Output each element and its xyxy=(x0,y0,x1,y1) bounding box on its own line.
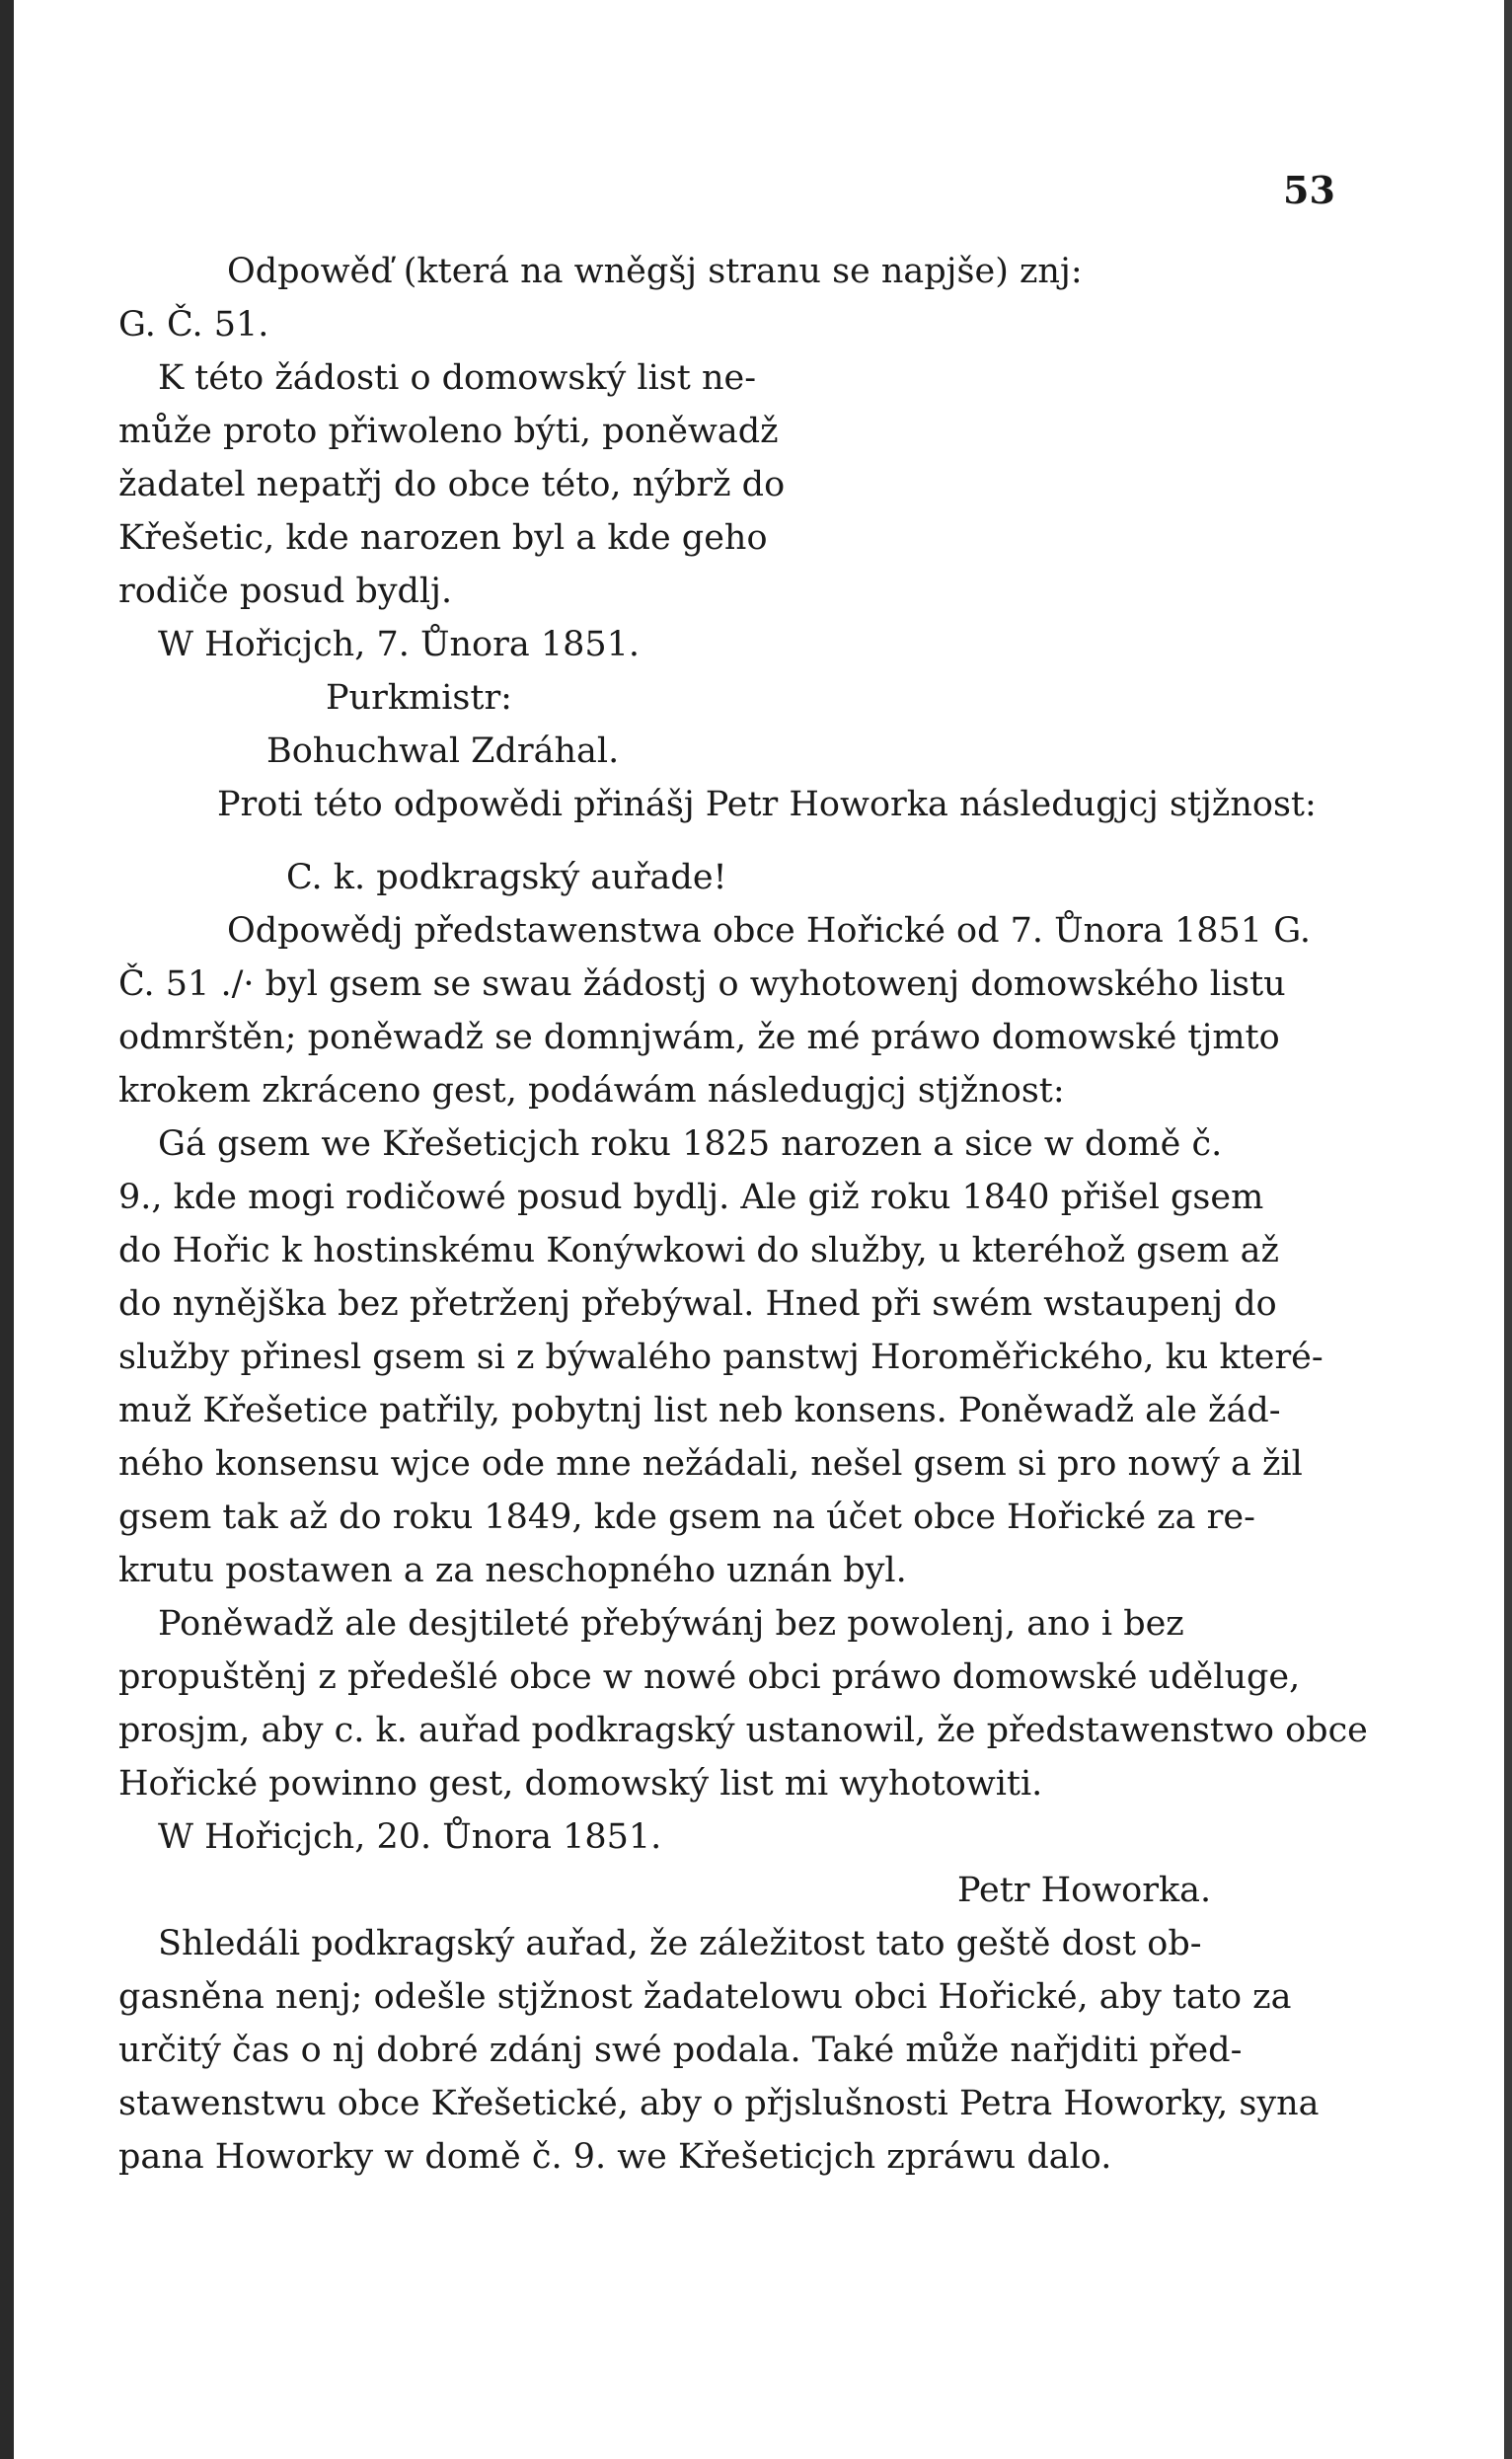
text-line: odmrštěn; poněwadž se domnjwám, že mé práwo domowské tjmto xyxy=(118,1018,1280,1057)
page-number: 53 xyxy=(1283,168,1335,212)
text-line: K této žádosti o domowský list ne- xyxy=(158,358,757,398)
salutation: C. k. podkragský auřade! xyxy=(286,858,727,897)
text-line: stawenstwu obce Křešetické, aby o přjslušnosti Petra Howorky, syna xyxy=(118,2084,1320,2123)
text-line: muž Křešetice patřily, pobytnj list neb konsens. Poněwadž ale žád- xyxy=(118,1391,1281,1430)
signature-name: Bohuchwal Zdráhal. xyxy=(266,731,620,771)
text-line: do Hořic k hostinskému Konýwkowi do služby, u kteréhož gsem až xyxy=(118,1231,1279,1270)
text-line: krokem zkráceno gest, podáwám následugjcj stjžnost: xyxy=(118,1071,1065,1111)
text-line: 9., kde mogi rodičowé posud bydlj. Ale giž roku 1840 přišel gsem xyxy=(118,1178,1264,1217)
text-line: Křešetic, kde narozen byl a kde geho xyxy=(118,518,768,558)
text-line: služby přinesl gsem si z býwalého panstwj Horoměřického, ku které- xyxy=(118,1338,1323,1377)
text-line: G. Č. 51. xyxy=(118,305,269,345)
text-line: gsem tak až do roku 1849, kde gsem na účet obce Hořické za re- xyxy=(118,1498,1255,1537)
text-line: Hořické powinno gest, domowský list mi wyhotowiti. xyxy=(118,1764,1043,1804)
scan-edge-left xyxy=(0,0,14,2459)
text-line: pana Howorky w domě č. 9. we Křešeticjch zpráwu dalo. xyxy=(118,2137,1112,2177)
text-line: Gá gsem we Křešeticjch roku 1825 narozen a sice w domě č. xyxy=(158,1124,1223,1164)
signature-title: Purkmistr: xyxy=(326,678,512,718)
text-line: W Hořicjch, 7. Ůnora 1851. xyxy=(158,625,641,664)
scan-edge-right xyxy=(1504,0,1512,2459)
text-line: Odpowěď (která na wněgšj stranu se napjše) znj: xyxy=(227,252,1083,291)
text-line: krutu postawen a za neschopného uznán byl. xyxy=(118,1551,907,1590)
text-line: Proti této odpowědi přinášj Petr Howorka následugjcj stjžnost: xyxy=(217,785,1317,824)
text-line: žadatel nepatřj do obce této, nýbrž do xyxy=(118,465,786,504)
text-line: W Hořicjch, 20. Ůnora 1851. xyxy=(158,1817,662,1857)
text-line: určitý čas o nj dobré zdánj swé podala. Také může nařjditi před- xyxy=(118,2031,1243,2070)
text-line: do nynějška bez přetrženj přebýwal. Hned při swém wstaupenj do xyxy=(118,1284,1277,1324)
text-line: rodiče posud bydlj. xyxy=(118,572,453,611)
text-line: Shledáli podkragský auřad, že záležitost tato geště dost ob- xyxy=(158,1924,1202,1963)
text-line: Odpowědj předstawenstwa obce Hořické od 7. Ůnora 1851 G. xyxy=(227,911,1312,951)
text-line: Poněwadž ale desjtileté přebýwánj bez powolenj, ano i bez xyxy=(158,1604,1184,1644)
text-line: gasněna nenj; odešle stjžnost žadatelowu obci Hořické, aby tato za xyxy=(118,1977,1292,2017)
text-line: může proto přiwoleno býti, poněwadž xyxy=(118,412,779,451)
text-line: prosjm, aby c. k. auřad podkragský ustanowil, že předstawenstwo obce xyxy=(118,1711,1368,1750)
text-line: ného konsensu wjce ode mne nežádali, nešel gsem si pro nowý a žil xyxy=(118,1444,1303,1484)
book-page xyxy=(89,148,1368,2419)
signature-name: Petr Howorka. xyxy=(957,1871,1212,1910)
text-line: propuštěnj z předešlé obce w nowé obci práwo domowské uděluge, xyxy=(118,1657,1301,1697)
text-line: Č. 51 ./· byl gsem se swau žádostj o wyhotowenj domowského listu xyxy=(118,964,1286,1004)
